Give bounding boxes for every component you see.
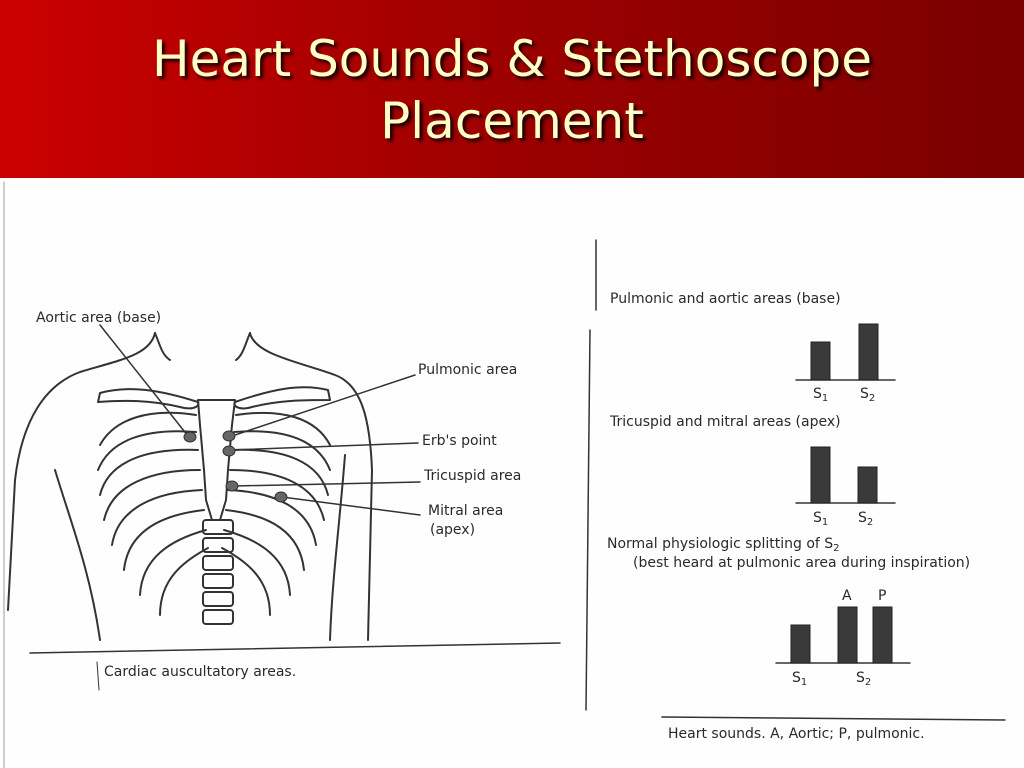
panel3-heading: Normal physiologic splitting of $S_2$ <box>607 536 840 554</box>
sternum <box>198 400 235 520</box>
panel3-s1-bar <box>791 625 810 663</box>
caption-tick <box>97 662 99 690</box>
aortic-area-label: Aortic area (base) <box>36 310 162 326</box>
panel3-s2-label: $S_2$ <box>856 670 872 688</box>
neck-outline <box>155 333 250 360</box>
panel1-s1-bar <box>811 342 830 380</box>
panel3-a-label: A <box>842 588 852 604</box>
panel3-p-bar <box>873 607 892 663</box>
erbs-point <box>223 446 235 456</box>
panel2-s1-label: $S_1$ <box>813 510 829 528</box>
right-caption: Heart sounds. A, Aortic; P, pulmonic. <box>668 726 925 742</box>
right-clavicle <box>234 387 330 408</box>
right-caption-line <box>662 717 1005 720</box>
tricuspid-area-label: Tricuspid area <box>424 468 522 484</box>
panel2-heading: Tricuspid and mitral areas (apex) <box>610 414 841 430</box>
panel3-s1-label: $S_1$ <box>792 670 808 688</box>
arm-crease <box>55 455 345 640</box>
aortic-leader <box>100 325 188 436</box>
pulmonic-point <box>223 431 235 441</box>
panel3-p-label: P <box>878 588 887 604</box>
tricuspid-leader <box>234 482 420 486</box>
slide-title-line1: Heart Sounds & Stethoscope <box>152 30 872 88</box>
tricuspid-point <box>226 481 238 491</box>
left-clavicle <box>98 389 198 408</box>
panel3-heading-line2: (best heard at pulmonic area during inspiration) <box>633 555 971 571</box>
aortic-point <box>184 432 196 442</box>
panel1-s1-label: $S_1$ <box>813 386 829 404</box>
mitral-area-label: Mitral area <box>428 503 504 519</box>
mitral-apex-label: (apex) <box>430 522 476 538</box>
erbs-point-label: Erb's point <box>422 433 497 449</box>
mitral-leader <box>282 497 420 515</box>
panel3-a-bar <box>838 607 857 663</box>
left-caption: Cardiac auscultatory areas. <box>104 664 297 680</box>
left-baseline <box>30 643 560 653</box>
torso-outline <box>8 333 372 640</box>
spine <box>203 520 233 624</box>
panel2-s2-bar <box>858 467 877 503</box>
panel2-s1-bar <box>811 447 830 503</box>
right-divider-lower <box>586 330 590 710</box>
panel1-s2-bar <box>859 324 878 380</box>
slide-title-line2: Placement <box>380 92 644 150</box>
mitral-point <box>275 492 287 502</box>
erbs-leader <box>232 443 418 450</box>
panel2-s2-label: $S_2$ <box>858 510 874 528</box>
panel1-heading: Pulmonic and aortic areas (base) <box>610 291 841 307</box>
pulmonic-area-label: Pulmonic area <box>418 362 518 378</box>
panel1-s2-label: $S_2$ <box>860 386 876 404</box>
